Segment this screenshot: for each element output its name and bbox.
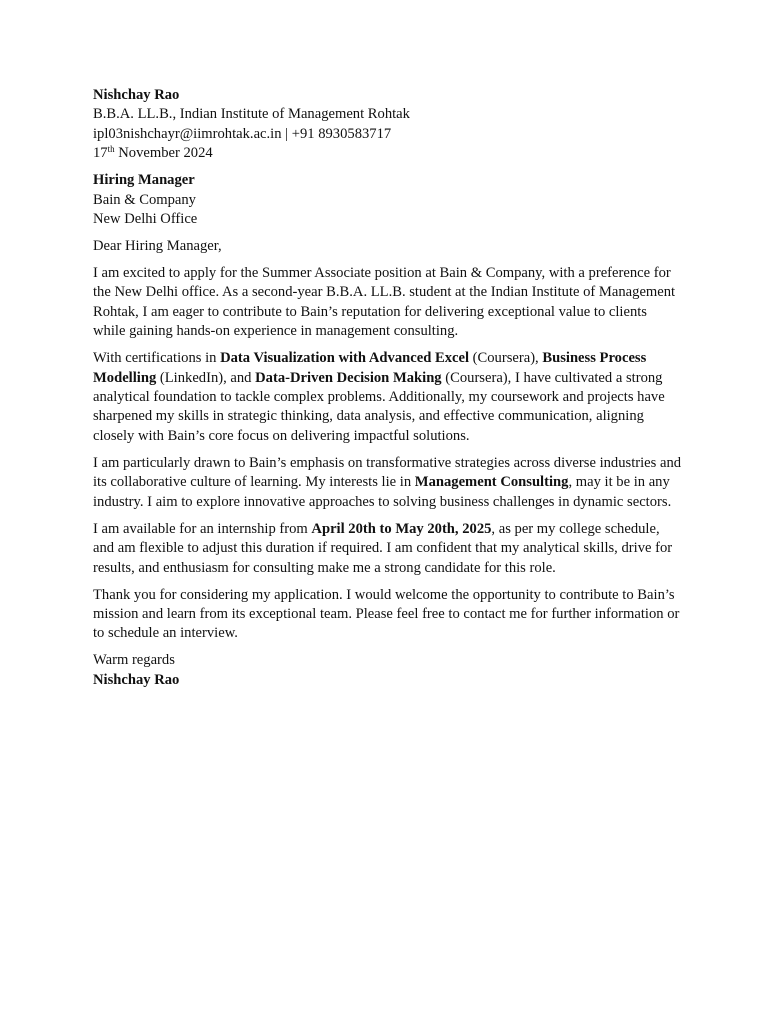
paragraph-interests xyxy=(93,454,683,512)
valediction: Warm regards xyxy=(93,652,175,669)
paragraph-text: , as per my college schedule, and am flexible to adjust this duration if required. I am confident that my analytical skills, drive for results, and enthusiasm for consulting make me a strong candidate for this role. xyxy=(93,520,673,576)
date-rest: November 2024 xyxy=(114,145,213,162)
recipient-title: Hiring Manager xyxy=(93,172,195,189)
paragraph-text: (Coursera), xyxy=(469,350,543,367)
salutation: Dear Hiring Manager, xyxy=(93,238,222,255)
letter-date xyxy=(93,144,683,163)
paragraph-closing: Thank you for considering my application. I would welcome the opportunity to contribute to Bain’s mission and learn from its exceptional team. Please feel free to contact me for further information or to schedule an interview. xyxy=(93,586,680,642)
paragraph-text: I am particularly drawn to Bain’s emphasis on transformative strategies across diverse industries and its collaborative culture of learning. My interests lie in xyxy=(93,454,682,491)
sender-block xyxy=(93,86,683,164)
paragraph-text: With certifications in xyxy=(93,350,221,367)
date-suffix: th xyxy=(107,144,115,155)
recipient-company: Bain & Company xyxy=(93,191,196,208)
paragraph-availability xyxy=(93,520,683,578)
sender-contact: ipl03nishchayr@iimrohtak.ac.in | +91 8930583717 xyxy=(93,125,392,142)
recipient-office: New Delhi Office xyxy=(93,211,198,228)
paragraph-text: I am available for an internship from xyxy=(93,520,312,537)
availability-dates: April 20th to May 20th, 2025 xyxy=(311,520,492,537)
certification-bpm: Business Process Modelling xyxy=(93,350,647,386)
certification-excel: Data Visualization with Advanced Excel xyxy=(220,350,469,367)
date-day: 17 xyxy=(93,145,108,162)
paragraph-text: (Coursera), I have cultivated a strong analytical foundation to tackle complex problems. Additionally, my coursework and projects have sharpened my skills in strategic thinking, data analysis, and effective communication, aligning closely with Bain’s core focus on delivering impactful solutions. xyxy=(93,369,665,444)
paragraph-certifications xyxy=(93,349,683,446)
paragraph-text: (LinkedIn), and xyxy=(156,369,256,386)
interest-highlight: Management Consulting xyxy=(414,474,569,491)
paragraph-intro: I am excited to apply for the Summer Associate position at Bain & Company, with a preference for the New Delhi office. As a second-year B.B.A. LL.B. student at the Indian Institute of Management Rohtak, I am eager to contribute to Bain’s reputation for delivering exceptional value to clients while gaining hands-on experience in management consulting. xyxy=(93,265,676,340)
recipient-block xyxy=(93,171,683,229)
certification-ddm: Data-Driven Decision Making xyxy=(255,369,442,386)
sender-degree: B.B.A. LL.B., Indian Institute of Management Rohtak xyxy=(93,106,410,123)
signature-name: Nishchay Rao xyxy=(93,671,180,688)
paragraph-text: , may it be in any industry. I aim to explore innovative approaches to solving business challenges in dynamic sectors. xyxy=(93,474,672,510)
sign-off xyxy=(93,651,683,690)
sender-name: Nishchay Rao xyxy=(93,87,180,103)
cover-letter-page xyxy=(93,86,683,698)
